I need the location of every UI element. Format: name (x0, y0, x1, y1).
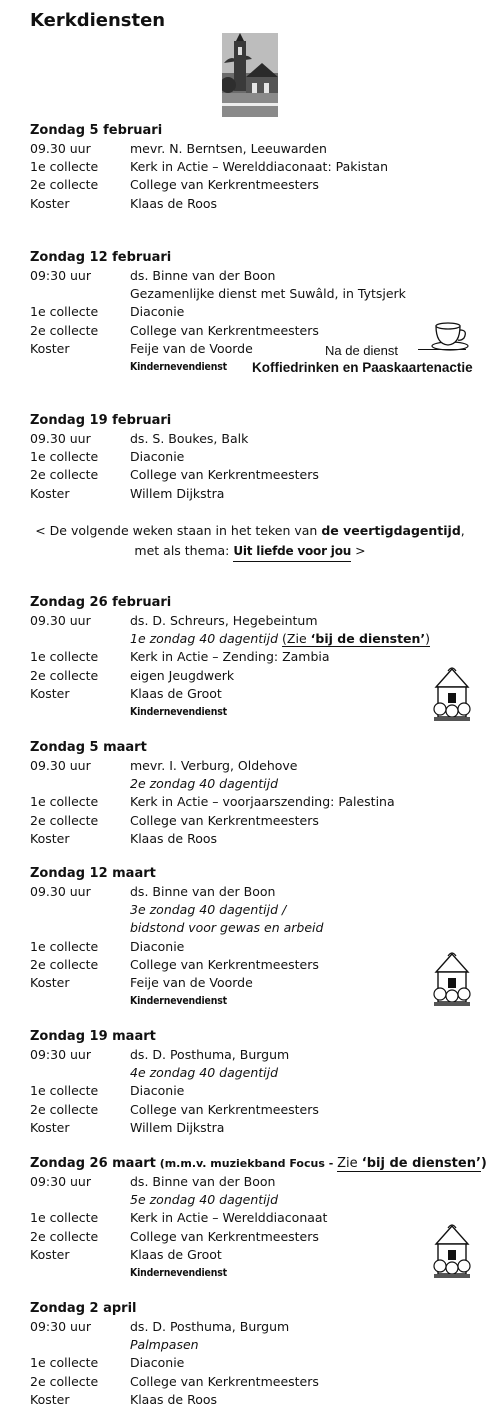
time-label: 09.30 uur (30, 613, 91, 628)
collecte1-value: Kerk in Actie – voorjaarszending: Palestina (130, 794, 395, 810)
preacher: ds. S. Boukes, Balk (130, 431, 249, 446)
koster-value: Feije van de Voorde (130, 340, 253, 356)
collecte1-label: 1e collecte (30, 304, 99, 320)
collecte1-label: 1e collecte (30, 1083, 99, 1099)
koster-label: Koster (30, 485, 70, 501)
service-date: Zondag 19 februari (30, 413, 172, 428)
collecte2-value: College van Kerkrentmeesters (130, 467, 319, 483)
collecte1-label: 1e collecte (30, 938, 99, 954)
koster-label: Koster (30, 1391, 70, 1407)
time-label: 09:30 uur (30, 268, 91, 283)
service-date: Zondag 5 maart (30, 740, 147, 755)
koster-value: Klaas de Roos (130, 830, 218, 846)
zie-end: ) (480, 1156, 487, 1171)
service-block (30, 1300, 500, 1409)
service-block (30, 412, 500, 503)
preacher: ds. D. Posthuma, Burgum (130, 1047, 290, 1062)
preacher: ds. Binne van der Boon (130, 268, 276, 283)
time-label: 09.30 uur (30, 141, 91, 156)
service-date: Zondag 5 februari (30, 123, 163, 138)
time-label: 09.30 uur (30, 884, 91, 899)
collecte1-label: 1e collecte (30, 159, 99, 175)
page-title: Kerkdiensten (30, 10, 166, 31)
kids-church-icon (430, 950, 474, 1008)
koster-label: Koster (30, 340, 70, 356)
lent-theme: Uit liefde voor jou (233, 541, 351, 562)
lent-sunday: 4e zondag 40 dagentijd (130, 1065, 279, 1081)
koster-label: Koster (30, 195, 70, 211)
preacher: ds. D. Schreurs, Hegebeintum (130, 613, 318, 628)
kids-church-icon (430, 1222, 474, 1280)
service-date: Zondag 19 maart (30, 1029, 156, 1044)
collecte1-value: Diaconie (130, 449, 185, 465)
koster-value: Klaas de Groot (130, 685, 222, 701)
zie-end: ) (425, 631, 431, 647)
collecte1-value: Diaconie (130, 1083, 185, 1099)
preacher: mevr. N. Berntsen, Leeuwarden (130, 141, 327, 156)
prayer-day: bidstond voor gewas en arbeid (130, 920, 324, 936)
collecte2-value: College van Kerkrentmeesters (130, 956, 319, 972)
collecte2-label: 2e collecte (30, 467, 99, 483)
coffee-activity: Koffiedrinken en Paaskaartenactie (252, 360, 473, 375)
koster-label: Koster (30, 974, 70, 990)
service-block (30, 249, 500, 376)
zie-link: ‘bij de diensten’ (361, 1156, 481, 1171)
collecte1-value: Kerk in Actie – Werelddiaconaat (130, 1210, 328, 1226)
collecte1-label: 1e collecte (30, 1210, 99, 1226)
collecte1-value: Kerk in Actie – Werelddiaconaat: Pakistan (130, 159, 388, 175)
collecte1-value: Kerk in Actie – Zending: Zambia (130, 649, 330, 665)
collecte2-value: eigen Jeugdwerk (130, 667, 235, 683)
time-label: 09.30 uur (30, 431, 91, 446)
lent-sunday: 1e zondag 40 dagentijd (130, 631, 279, 647)
service-block (30, 739, 500, 848)
music-note: (m.m.v. muziekband Focus - (155, 1157, 338, 1170)
lent-text-2: , (460, 523, 465, 538)
collecte2-label: 2e collecte (30, 956, 99, 972)
koster-value: Willem Dijkstra (130, 485, 225, 501)
lent-text-3: > (351, 543, 366, 558)
preacher: ds. Binne van der Boon (130, 884, 276, 899)
collecte1-label: 1e collecte (30, 794, 99, 810)
preacher: mevr. I. Verburg, Oldehove (130, 758, 298, 773)
service-date: Zondag 12 maart (30, 866, 156, 881)
collecte2-label: 2e collecte (30, 1373, 99, 1389)
collecte2-label: 2e collecte (30, 177, 99, 193)
koster-label: Koster (30, 1119, 70, 1135)
preacher: ds. D. Posthuma, Burgum (130, 1319, 290, 1334)
collecte1-value: Diaconie (130, 1355, 185, 1371)
lent-theme-label: met als thema: (134, 543, 234, 558)
palm-sunday: Palmpasen (130, 1337, 199, 1353)
lent-sunday: 3e zondag 40 dagentijd / (130, 902, 287, 918)
collecte1-label: 1e collecte (30, 649, 99, 665)
kindernevendienst-label: Kindernevendienst (130, 359, 227, 373)
collecte1-label: 1e collecte (30, 1355, 99, 1371)
lent-sunday: 2e zondag 40 dagentijd (130, 776, 279, 792)
koster-label: Koster (30, 685, 70, 701)
time-label: 09.30 uur (30, 758, 91, 773)
coffee-note: Na de dienst (325, 343, 398, 358)
coffee-cup-icon (430, 318, 470, 352)
collecte1-label: 1e collecte (30, 449, 99, 465)
lent-announcement (0, 521, 500, 562)
koster-value: Willem Dijkstra (130, 1119, 225, 1135)
service-block (30, 1028, 500, 1137)
preacher: ds. Binne van der Boon (130, 1174, 276, 1189)
collecte2-value: College van Kerkrentmeesters (130, 1373, 319, 1389)
koster-value: Klaas de Groot (130, 1246, 222, 1262)
service-date: Zondag 26 februari (30, 595, 172, 610)
zie-text: (Zie (282, 631, 311, 647)
service-date (30, 1155, 500, 1173)
koster-value: Klaas de Roos (130, 195, 218, 211)
zie-text: Zie (337, 1156, 362, 1171)
kindernevendienst-label: Kindernevendienst (130, 1265, 227, 1279)
zie-link: ‘bij de diensten’ (310, 631, 426, 647)
divider (418, 349, 466, 350)
collecte2-label: 2e collecte (30, 812, 99, 828)
koster-value: Feije van de Voorde (130, 974, 253, 990)
collecte2-label: 2e collecte (30, 1228, 99, 1244)
koster-label: Koster (30, 1246, 70, 1262)
collecte2-value: College van Kerkrentmeesters (130, 812, 319, 828)
kindernevendienst-label: Kindernevendienst (130, 994, 227, 1008)
koster-label: Koster (30, 830, 70, 846)
kindernevendienst-label: Kindernevendienst (130, 704, 227, 718)
collecte2-label: 2e collecte (30, 322, 99, 338)
service-date: Zondag 2 april (30, 1301, 137, 1316)
lent-sunday: 5e zondag 40 dagentijd (130, 1192, 279, 1208)
kids-church-icon (430, 665, 474, 723)
collecte2-value: College van Kerkrentmeesters (130, 322, 319, 338)
service-date-text: Zondag 26 maart (30, 1156, 156, 1171)
church-photo (222, 33, 278, 117)
collecte1-value: Diaconie (130, 304, 185, 320)
collecte2-label: 2e collecte (30, 1101, 99, 1117)
lent-text-1: < De volgende weken staan in het teken van (35, 523, 322, 538)
service-date: Zondag 12 februari (30, 250, 172, 265)
service-block (30, 122, 500, 213)
lent-highlight: de veertigdagentijd (321, 523, 461, 538)
time-label: 09:30 uur (30, 1174, 91, 1189)
collecte1-value: Diaconie (130, 938, 185, 954)
time-label: 09:30 uur (30, 1319, 91, 1334)
service-note: Gezamenlijke dienst met Suwâld, in Tytsjerk (130, 286, 406, 302)
collecte2-value: College van Kerkrentmeesters (130, 1228, 319, 1244)
collecte2-value: College van Kerkrentmeesters (130, 1101, 319, 1117)
collecte2-value: College van Kerkrentmeesters (130, 177, 319, 193)
koster-value: Klaas de Roos (130, 1391, 218, 1407)
time-label: 09:30 uur (30, 1047, 91, 1062)
collecte2-label: 2e collecte (30, 667, 99, 683)
